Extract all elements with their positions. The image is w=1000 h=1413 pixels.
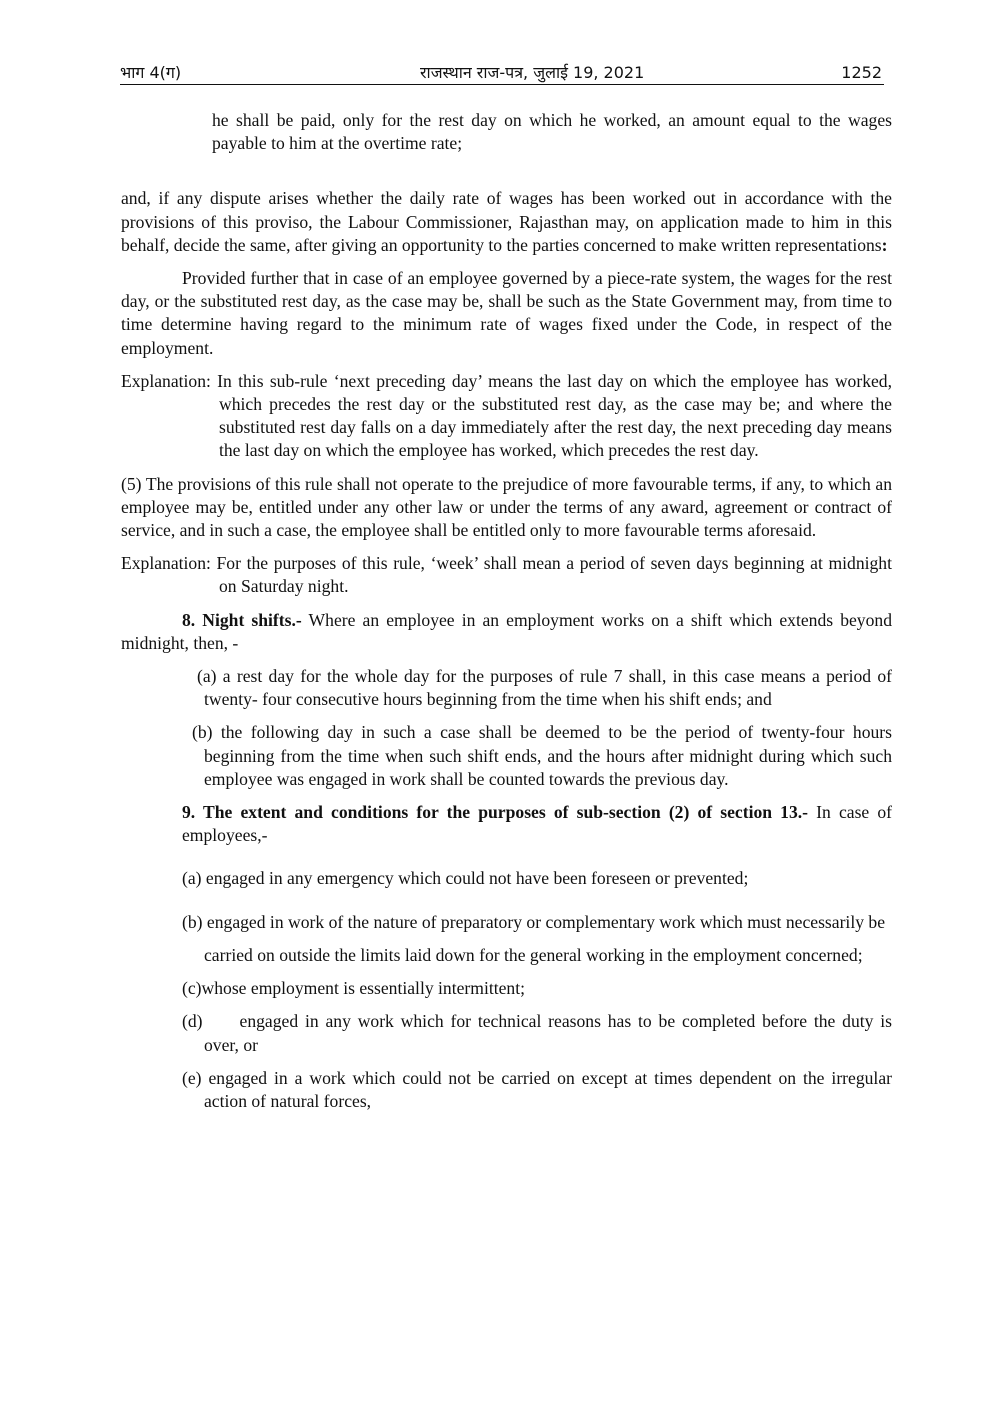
paragraph-dispute — [121, 187, 892, 257]
clause-text: carried on outside the limits laid down for the general working in the employment concerned; — [204, 944, 863, 965]
clause-text: (a) a rest day for the whole day for the purposes of rule 7 shall, in this case means a period of twenty- four consecutive hours beginning from the time when his shift ends; and — [197, 666, 892, 710]
clause-text: (e) engaged in a work which could not be carried on except at times dependent on the irregular action of natural forces, — [182, 1067, 892, 1111]
rule-9-clause-b-continued — [121, 944, 892, 967]
rule-9-clause-e — [121, 1067, 892, 1113]
rule-9-heading: 9. The extent and conditions for the purposes of sub-section (2) of section 13.- — [182, 802, 809, 823]
rule-9-text: In case of employees,- — [182, 802, 893, 846]
clause-text: (a) engaged in any emergency which could not have been foreseen or prevented; — [182, 868, 749, 889]
explanation-text: Explanation: For the purposes of this rule, ‘week’ shall mean a period of seven days beginning at midnight on Saturday night. — [121, 553, 892, 597]
paragraph-proviso — [121, 267, 892, 360]
rule-9-clause-b — [121, 911, 892, 934]
paragraph-text: (5) The provisions of this rule shall not operate to the prejudice of more favourable terms, if any, to which an employee may be, entitled under any other law or under the terms of any award, agreement or contract of service, and in such a case, the employee shall be entitled only to more favourable terms aforesaid. — [121, 473, 892, 541]
rule-9-clause-d — [121, 1010, 892, 1056]
clause-text: (c)whose employment is essentially intermittent; — [182, 978, 526, 999]
rule-8-text: Where an employee in an employment works on a shift which extends beyond midnight, then, - — [121, 609, 892, 653]
rule-8-clause-b — [121, 721, 892, 791]
clause-text: (b) the following day in such a case shall be deemed to be the period of twenty-four hours beginning from the time when such shift ends, and the hours after midnight during which such employee was engaged in work shall be counted towards the previous day. — [192, 722, 892, 789]
paragraph-text: and, if any dispute arises whether the daily rate of wages has been worked out in accordance with the provisions of this proviso, the Labour Commissioner, Rajasthan may, on application made to him in this behalf, decide the same, after giving an opportunity to the parties concerned to make written representations — [121, 188, 892, 255]
paragraph-text: he shall be paid, only for the rest day on which he worked, an amount equal to the wages payable to him at the overtime rate; — [212, 110, 892, 154]
page-header — [120, 62, 884, 85]
sub-rule-5 — [121, 473, 892, 543]
header-gazette-title: राजस्थान राज-पत्र, जुलाई 19, 2021 — [420, 63, 645, 82]
rule-8-clause-a — [121, 665, 892, 711]
paragraph-overtime — [121, 109, 892, 155]
paragraph-colon: : — [881, 234, 888, 255]
header-part-label: भाग 4(ग) — [120, 63, 182, 82]
explanation-text: Explanation: In this sub-rule ‘next preceding day’ means the last day on which the employee has worked, which precedes the rest day or the substituted rest day, as the case may be; and where the substituted rest day falls on a day immediately after the rest day, the next preceding day means the last day on which the employee has worked, which precedes the rest day. — [121, 370, 892, 461]
rule-8-heading: 8. Night shifts.- — [182, 609, 302, 630]
rule-9 — [121, 801, 892, 847]
explanation-next-preceding-day — [121, 370, 892, 463]
clause-text: (b) engaged in work of the nature of preparatory or complementary work which must necessarily be — [182, 911, 886, 932]
rule-9-clause-c — [121, 977, 892, 1000]
rule-9-clause-a — [121, 867, 892, 890]
document-body — [121, 109, 892, 1113]
clause-text: engaged in any work which for technical reasons has to be completed before the duty is over, or — [204, 1011, 892, 1055]
rule-8 — [121, 609, 892, 655]
paragraph-text: Provided further that in case of an employee governed by a piece-rate system, the wages for the rest day, or the substituted rest day, as the case may be, shall be such as the State Government may, from time to time determine having regard to the minimum rate of wages fixed under the Code, in respect of the employment. — [121, 268, 892, 358]
explanation-week — [121, 552, 892, 598]
header-page-number: 1252 — [841, 63, 882, 82]
clause-label: (d) — [182, 1011, 203, 1032]
